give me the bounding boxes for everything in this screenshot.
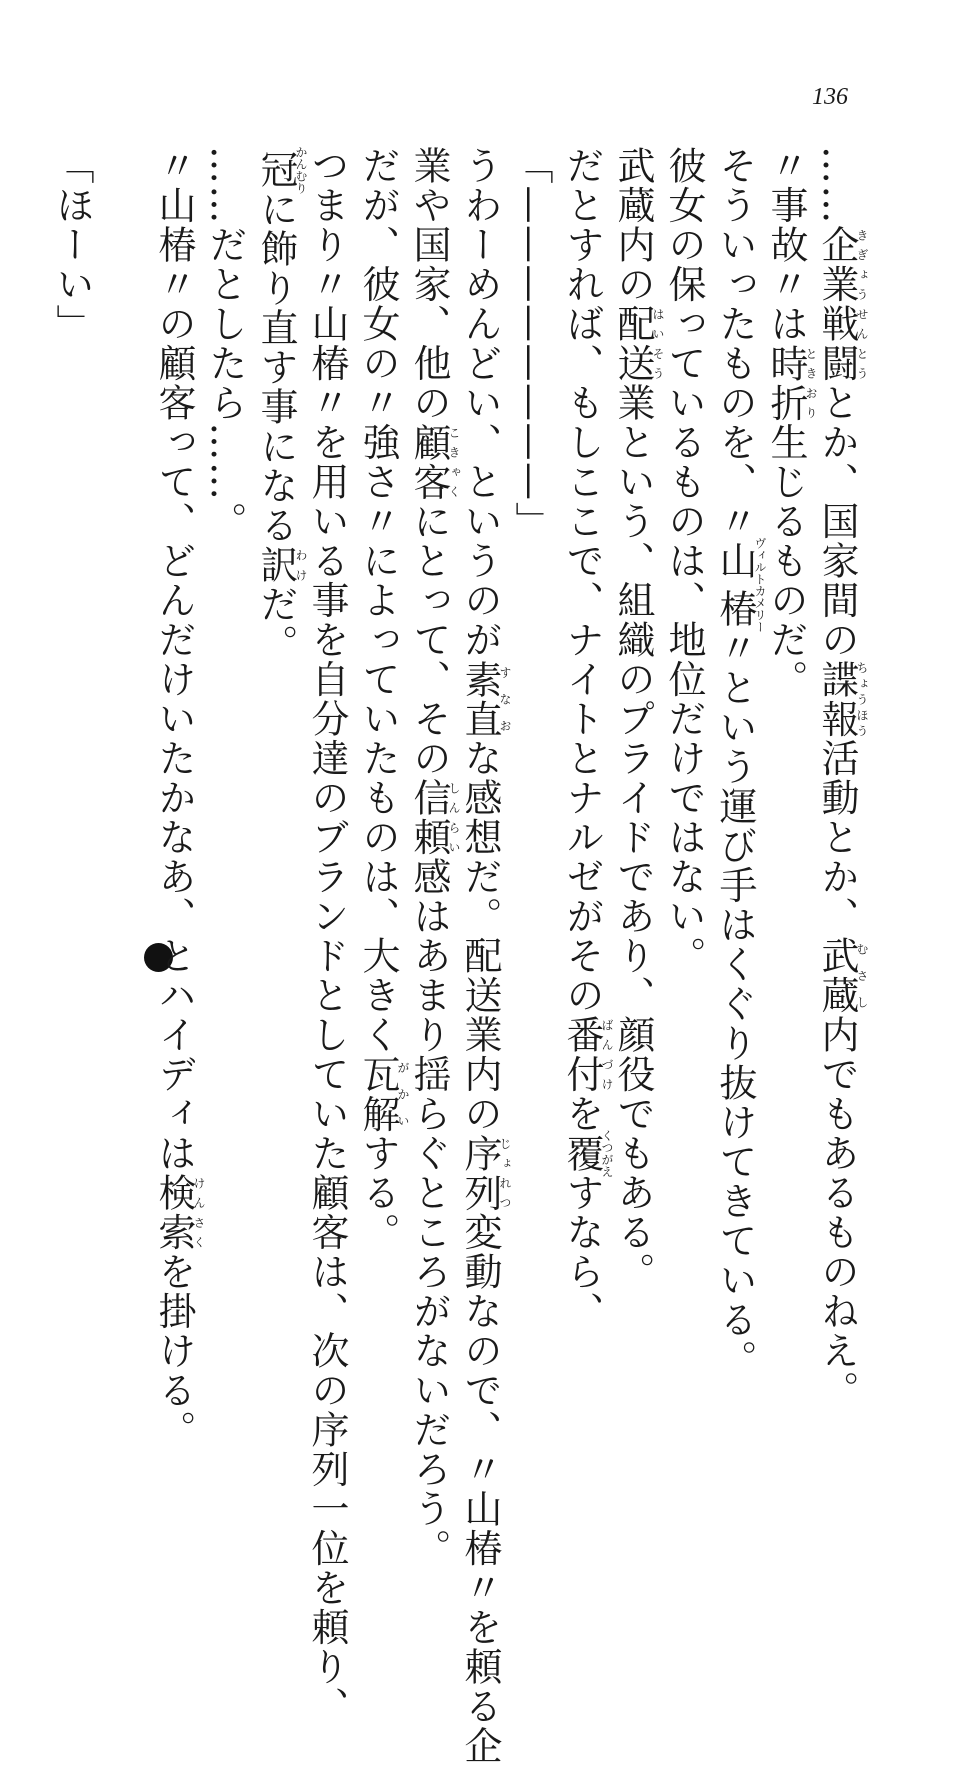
ruby-base: 瓦解 bbox=[356, 1054, 400, 1134]
ruby-base: 覆 bbox=[560, 1129, 604, 1178]
text-line bbox=[458, 146, 512, 1766]
text-segment: すなら、 bbox=[560, 1173, 604, 1331]
ruby-reading: こきゃく bbox=[447, 422, 461, 502]
text-line bbox=[356, 146, 410, 1252]
ruby-reading: ヴィルトカメリー bbox=[753, 536, 767, 633]
ruby-annotation bbox=[815, 936, 869, 1015]
text-segment: 活動とか、 bbox=[815, 738, 859, 936]
ruby-reading: くつがえ bbox=[600, 1129, 614, 1178]
ruby-reading: すなお bbox=[498, 659, 512, 739]
ruby-reading: じょれつ bbox=[498, 1133, 512, 1213]
text-segment: だとすれば、もしここで、ナイトとナルゼがその bbox=[560, 146, 604, 1015]
text-segment: だ。 bbox=[254, 584, 298, 664]
ruby-annotation bbox=[713, 536, 767, 633]
ruby-base: 番付 bbox=[560, 1015, 604, 1094]
text-segment: にとって、その bbox=[407, 501, 451, 778]
text-segment: 業という、組織のプライドであり、顔役でもある。 bbox=[611, 383, 655, 1292]
ruby-base: 素直 bbox=[458, 659, 502, 739]
text-segment: 内でもあるものねえ。 bbox=[815, 1015, 859, 1410]
text-line bbox=[407, 146, 461, 1568]
ruby-base: 時折 bbox=[764, 343, 808, 423]
ruby-base: 信頼 bbox=[407, 778, 451, 857]
ruby-annotation bbox=[254, 146, 308, 194]
ruby-reading: はいそう bbox=[651, 304, 665, 383]
ruby-base: 冠 bbox=[254, 146, 298, 194]
ruby-reading: ばんづけ bbox=[600, 1015, 614, 1094]
text-segment: とか、国家間の bbox=[815, 383, 859, 660]
text-segment: 「ほーい」 bbox=[50, 146, 94, 344]
text-line bbox=[611, 146, 665, 1292]
ruby-base: 諜報 bbox=[815, 659, 859, 739]
text-segment: 感はあまり揺らぐところがないだろう。 bbox=[407, 857, 451, 1568]
text-segment: 業や国家、他の bbox=[407, 146, 451, 423]
ruby-annotation bbox=[560, 1015, 614, 1094]
text-segment: 〃という運び手はくぐり抜けてきている。 bbox=[713, 628, 757, 1379]
ruby-base: 配送 bbox=[611, 304, 655, 383]
text-segment: 〃事故〃は bbox=[764, 146, 808, 344]
ruby-annotation bbox=[458, 1133, 512, 1213]
text-line bbox=[254, 146, 308, 664]
ruby-reading: わけ bbox=[294, 545, 308, 585]
ruby-annotation bbox=[815, 659, 869, 739]
text-segment: する。 bbox=[356, 1133, 400, 1252]
ruby-annotation bbox=[764, 343, 818, 423]
text-segment: 変動なので、〃山椿〃を頼る企 bbox=[458, 1212, 502, 1766]
text-segment: …… bbox=[815, 146, 859, 225]
ruby-annotation bbox=[254, 545, 308, 585]
ruby-annotation bbox=[152, 1173, 206, 1252]
ruby-annotation bbox=[815, 225, 869, 383]
text-segment: ……だとしたら……。 bbox=[203, 146, 247, 541]
text-segment: を bbox=[560, 1094, 604, 1134]
ruby-reading: ときおり bbox=[804, 343, 818, 423]
text-segment: 武蔵内の bbox=[611, 146, 655, 304]
text-segment: つまり〃山椿〃を用いる事を自分達のブランドとしていた顧客は、次の序列一位を頼り、 bbox=[305, 146, 349, 1726]
text-segment: に飾り直す事になる bbox=[254, 189, 298, 546]
ruby-reading: しんらい bbox=[447, 778, 461, 857]
ruby-base: 顧客 bbox=[407, 422, 451, 502]
text-line bbox=[50, 146, 94, 344]
text-segment: だが、彼女の〃強さ〃によっていたものは、大きく bbox=[356, 146, 400, 1055]
ruby-base: 検索 bbox=[152, 1173, 196, 1252]
text-segment: を掛ける。 bbox=[152, 1252, 196, 1450]
ruby-reading: むさし bbox=[855, 936, 869, 1015]
ruby-annotation bbox=[458, 659, 512, 739]
ruby-annotation bbox=[356, 1054, 410, 1134]
ruby-base: 山椿 bbox=[713, 536, 757, 633]
page-number: 136 bbox=[812, 84, 848, 110]
text-segment: 彼女の保っているものは、地位だけではない。 bbox=[662, 146, 706, 976]
text-line bbox=[815, 146, 869, 1410]
ruby-reading: きぎょうせんとう bbox=[855, 225, 869, 383]
text-line bbox=[713, 146, 767, 1379]
ruby-annotation bbox=[611, 304, 665, 383]
text-segment: うわーめんどい、というのが bbox=[458, 146, 502, 660]
ruby-annotation bbox=[560, 1129, 614, 1178]
text-line bbox=[560, 146, 614, 1331]
ruby-reading: かんむり bbox=[294, 146, 308, 194]
text-segment: 「————————」 bbox=[509, 146, 553, 541]
ruby-base: 武蔵 bbox=[815, 936, 859, 1015]
text-line bbox=[305, 146, 349, 1726]
ruby-base: 訳 bbox=[254, 545, 298, 585]
ruby-reading: けんさく bbox=[192, 1173, 206, 1252]
text-line bbox=[203, 146, 247, 541]
text-line bbox=[662, 146, 706, 976]
ruby-reading: ちょうほう bbox=[855, 659, 869, 739]
ruby-base: 序列 bbox=[458, 1133, 502, 1213]
ruby-reading: がかい bbox=[396, 1054, 410, 1134]
ruby-annotation bbox=[407, 422, 461, 502]
text-line bbox=[764, 146, 818, 699]
ruby-base: 企業戦闘 bbox=[815, 225, 859, 383]
text-line bbox=[152, 146, 206, 1450]
text-segment: そういったものを、〃 bbox=[713, 146, 757, 541]
text-segment: な感想だ。配送業内の bbox=[458, 738, 502, 1134]
text-segment: 生じるものだ。 bbox=[764, 422, 808, 699]
text-segment: 〃山椿〃の顧客って、どんだけいたかなあ、とハイディは bbox=[152, 146, 196, 1173]
text-line bbox=[509, 146, 553, 541]
ruby-annotation bbox=[407, 778, 461, 857]
